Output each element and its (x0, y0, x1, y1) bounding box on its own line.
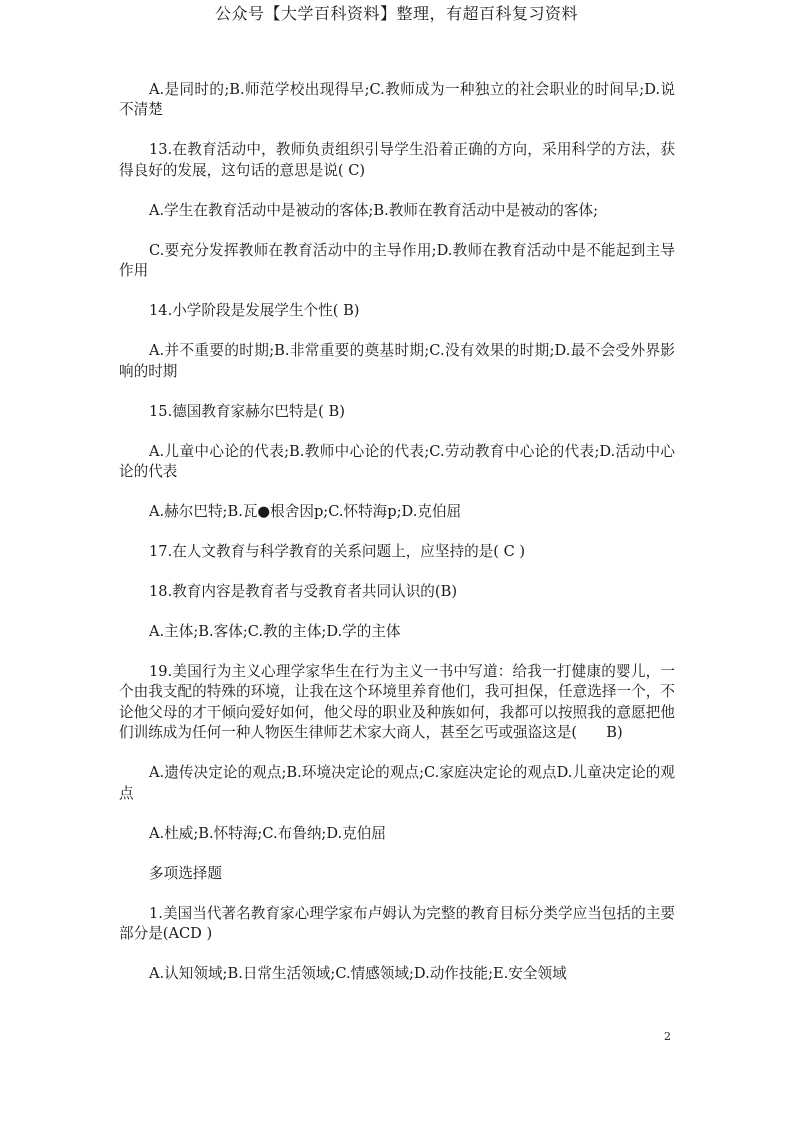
paragraph: 17.在人文教育与科学教育的关系问题上，应坚持的是( C ) (149, 543, 526, 561)
paragraph: A.是同时的;B.师范学校出现得早;C.教师成为一种独立的社会职业的时间早;D.说不清楚 (119, 81, 675, 119)
paragraph: A.认知领域;B.日常生活领域;C.情感领域;D.动作技能;E.安全领域 (149, 965, 567, 983)
paragraph: 1.美国当代著名教育家心理学家布卢姆认为完整的教育目标分类学应当包括的主要部分是(ACD ) (119, 904, 675, 943)
paragraph: C.要充分发挥教师在教育活动中的主导作用;D.教师在教育活动中是不能起到主导作用 (119, 241, 675, 280)
document-body (119, 80, 675, 1004)
paragraph: A.杜威;B.怀特海;C.布鲁纳;D.克伯屈 (149, 824, 386, 842)
paragraph: A.遗传决定论的观点;B.环境决定论的观点;C.家庭决定论的观点D.儿童决定论的观点 (119, 764, 675, 802)
paragraph: A.学生在教育活动中是被动的客体;B.教师在教育活动中是被动的客体; (149, 201, 599, 219)
paragraph: A.主体;B.客体;C.教的主体;D.学的主体 (149, 623, 401, 641)
section-heading: 多项选择题 (149, 864, 222, 882)
paragraph: A.赫尔巴特;B.瓦●根舍因p;C.怀特海p;D.克伯屈 (149, 503, 462, 521)
paragraph: 18.教育内容是教育者与受教育者共同认识的(B) (149, 583, 458, 601)
paragraph: A.儿童中心论的代表;B.教师中心论的代表;C.劳动教育中心论的代表;D.活动中心论的代表 (119, 442, 675, 481)
paragraph: 19.美国行为主义心理学家华生在行为主义一书中写道：给我一打健康的婴儿，一个由我支配的特殊的环境，让我在这个环境里养育他们，我可担保，任意选择一个，不论他父母的才干倾向爱好如何，他父母的职业及种族如何，我都可以按照我的意愿把他们训练成为任何一种人物医生律师艺术家大商人，甚至乞丐或强盗这是( B) (119, 663, 675, 742)
paragraph: A.并不重要的时期;B.非常重要的奠基时期;C.没有效果的时期;D.最不会受外界影响的时期 (119, 342, 675, 380)
paragraph: 14.小学阶段是发展学生个性( B) (149, 302, 360, 320)
page-header: 公众号【大学百科资料】整理，有超百科复习资料 (214, 4, 578, 23)
page-number: 2 (664, 1030, 671, 1043)
paragraph: 13.在教育活动中，教师负责组织引导学生沿着正确的方向，采用科学的方法，获得良好的发展，这句话的意思是说( C) (119, 141, 675, 179)
paragraph: 15.德国教育家赫尔巴特是( B) (149, 402, 345, 420)
